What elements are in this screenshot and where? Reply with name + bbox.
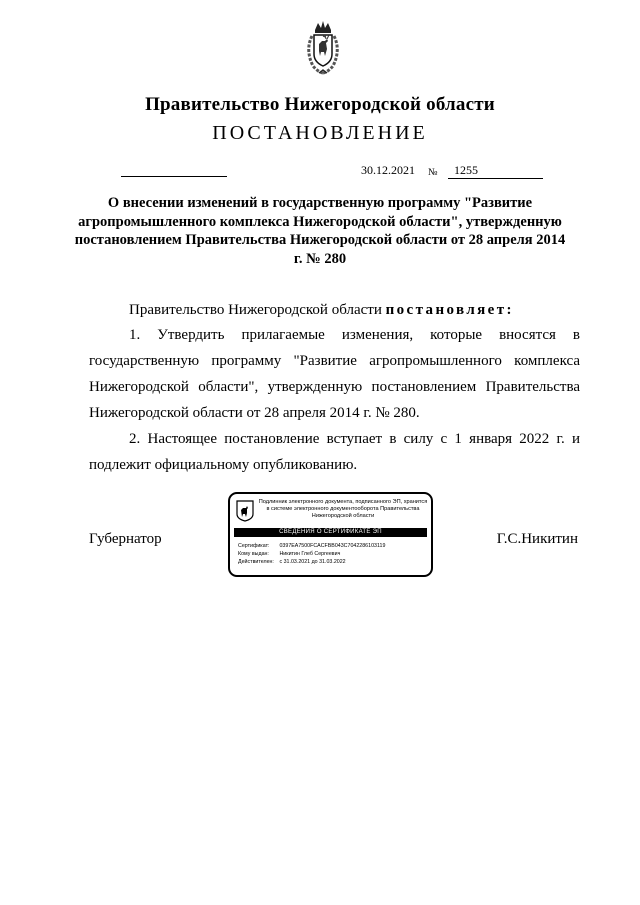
validity-value: с 31.03.2021 до 31.03.2022	[279, 559, 346, 565]
validity-label: Действителен:	[238, 559, 274, 565]
signer-name: Г.С.Никитин	[496, 531, 578, 547]
stamp-note: Подлинник электронного документа, подписанного ЭП, хранится в системе электронного документооборота Правительства Нижегородской области	[258, 499, 428, 519]
document-type: ПОСТАНОВЛЕНИЕ	[212, 122, 428, 144]
intro-paragraph	[129, 297, 514, 323]
cert-value: 0397EA7500FCACFBB043C7042286103119	[279, 543, 386, 549]
document-subject: О внесении изменений в государственную программу "Развитие агропромышленного комплекса Нижегородской области", утвержденную постановлением Правительства Нижегородской области от 28 апреля 2014 г. № 280	[74, 195, 566, 267]
deer-emblem-icon	[236, 500, 254, 522]
date-blank-line	[121, 176, 227, 177]
clause-1: 1. Утвердить прилагаемые изменения, которые вносятся в государственную программу "Развитие агропромышленного комплекса Нижегородской области", утвержденную постановлением Правительства Нижегородской области от 28 апреля 2014 г. № 280.	[89, 327, 580, 421]
intro-emphasis: постановляет:	[385, 302, 514, 318]
government-name: Правительство Нижегородской области	[145, 94, 495, 115]
document-date: 30.12.2021	[361, 163, 415, 177]
cert-label: Сертификат:	[238, 543, 270, 549]
validity-row	[238, 558, 428, 566]
coat-of-arms-icon	[301, 20, 345, 76]
document-number: 1255	[448, 163, 543, 179]
certificate-banner: СВЕДЕНИЯ О СЕРТИФИКАТЕ ЭП	[234, 528, 427, 537]
owner-row	[238, 550, 428, 558]
owner-label: Кому выдан:	[238, 551, 269, 557]
e-signature-stamp	[228, 492, 433, 577]
signer-title: Губернатор	[89, 531, 162, 547]
number-label: №	[428, 167, 438, 178]
certificate-details	[238, 542, 428, 566]
owner-value: Никитин Глеб Сергеевич	[279, 551, 341, 557]
intro-text: Правительство Нижегородской области	[129, 302, 386, 318]
clause-2: 2. Настоящее постановление вступает в силу с 1 января 2022 г. и подлежит официальному опубликованию.	[89, 431, 580, 473]
cert-row	[238, 542, 428, 550]
